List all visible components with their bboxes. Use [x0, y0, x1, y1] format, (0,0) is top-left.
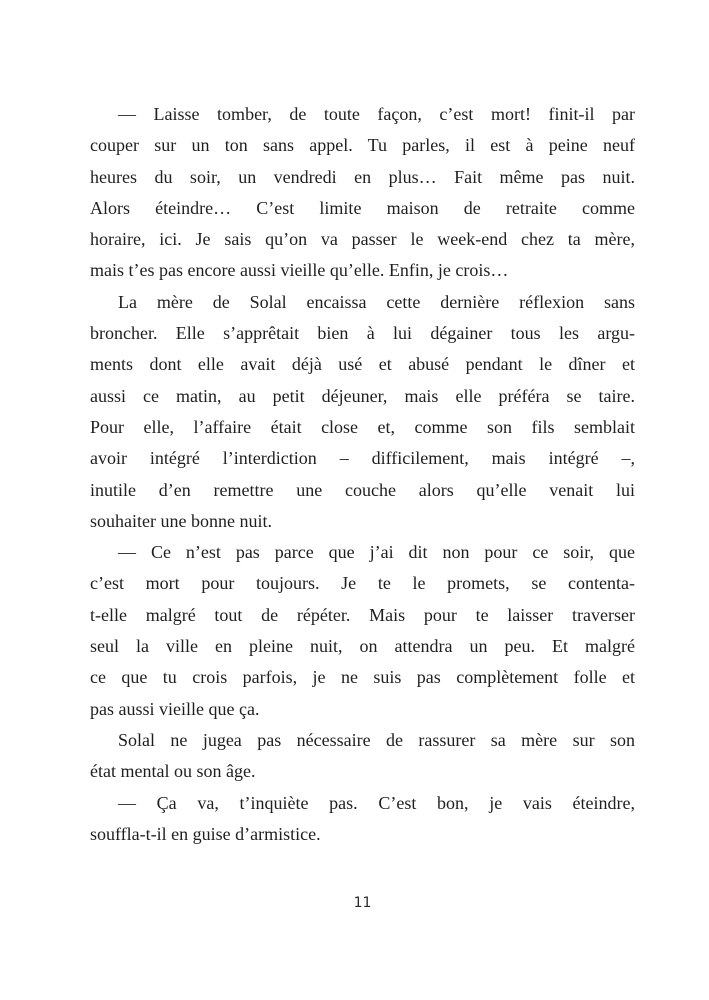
text-line: horaire, ici. Je sais qu’on va passer le week-end chez ta mère,: [90, 229, 635, 250]
text-line: couper sur un ton sans appel. Tu parles, il est à peine neuf: [90, 135, 635, 156]
text-line: inutile d’en remettre une couche alors qu’elle venait lui: [90, 479, 635, 500]
page-text: [90, 99, 635, 850]
text-line: état mental ou son âge.: [90, 761, 256, 782]
text-line: pas aussi vieille que ça.: [90, 698, 260, 719]
text-line: c’est mort pour toujours. Je te le promets, se contenta-: [90, 573, 635, 594]
text-line: La mère de Solal encaissa cette dernière réflexion sans: [118, 291, 635, 312]
text-line: mais t’es pas encore aussi vieille qu’elle. Enfin, je crois…: [90, 260, 509, 281]
text-line: ments dont elle avait déjà usé et abusé pendant le dîner et: [90, 354, 635, 375]
text-line: souffla-t-il en guise d’armistice.: [90, 823, 321, 844]
text-line: broncher. Elle s’apprêtait bien à lui dégainer tous les argu-: [90, 323, 635, 344]
text-line: Solal ne jugea pas nécessaire de rassurer sa mère sur son: [118, 729, 635, 750]
text-line: seul la ville en pleine nuit, on attendra un peu. Et malgré: [90, 636, 635, 657]
text-line: Alors éteindre… C’est limite maison de retraite comme: [90, 197, 635, 218]
text-line: Pour elle, l’affaire était close et, comme son fils semblait: [90, 416, 635, 437]
text-line: avoir intégré l’interdiction – difficilement, mais intégré –,: [90, 448, 635, 469]
text-line: heures du soir, un vendredi en plus… Fait même pas nuit.: [90, 166, 635, 187]
text-line: t-elle malgré tout de répéter. Mais pour te laisser traverser: [90, 604, 635, 625]
text-line: aussi ce matin, au petit déjeuner, mais elle préféra se taire.: [90, 385, 635, 406]
text-line: — Ça va, t’inquiète pas. C’est bon, je vais éteindre,: [118, 792, 635, 813]
page-number: 11: [353, 895, 372, 911]
text-line: ce que tu crois parfois, je ne suis pas complètement folle et: [90, 667, 635, 688]
text-line: souhaiter une bonne nuit.: [90, 510, 272, 531]
text-line: — Laisse tomber, de toute façon, c’est mort! finit-il par: [118, 104, 635, 124]
text-line: — Ce n’est pas parce que j’ai dit non pour ce soir, que: [118, 542, 635, 563]
